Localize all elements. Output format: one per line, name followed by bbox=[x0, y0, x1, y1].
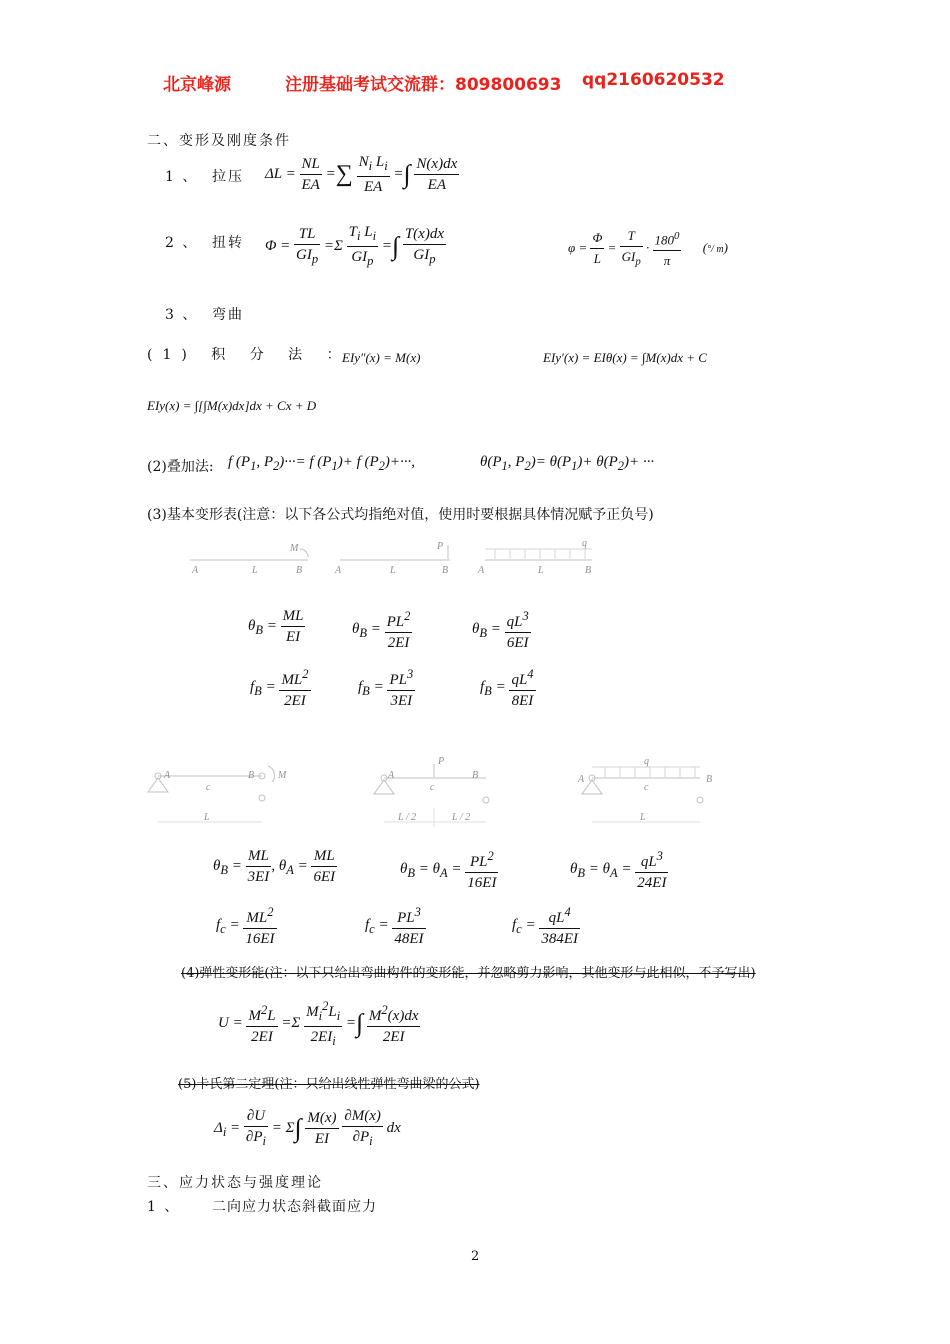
section-3-title: 三、应力状态与强度理论 bbox=[147, 1175, 323, 1191]
simple-beam-moment bbox=[148, 766, 287, 823]
cantilever-f-p: $f_B$ = $\frac{PL^3}{3EI}$ bbox=[358, 664, 415, 711]
cantilever-m-a: A bbox=[192, 565, 199, 576]
torsion-angle-formula: φ = $\frac{\Phi}{L}$ = $\frac{T}{GI_p}$ · $\frac{180^0}{\pi}$ (°/ m) bbox=[568, 228, 728, 269]
simple-f-p: $f_c$ = $\frac{PL^3}{48EI}$ bbox=[365, 902, 426, 949]
integral-eq-1: EIy″(x) = M(x) bbox=[342, 350, 421, 365]
simple-f-q: $f_c$ = $\frac{qL^4}{384EI}$ bbox=[512, 902, 580, 949]
simple-q-b: B bbox=[706, 774, 713, 785]
page-number: 2 bbox=[471, 1249, 480, 1264]
simple-p-l1: L / 2 bbox=[398, 812, 417, 823]
item-3-num: 3 、 bbox=[165, 307, 199, 323]
simple-beam-point bbox=[374, 756, 489, 826]
simple-m-l: L bbox=[204, 812, 210, 823]
cantilever-distributed bbox=[477, 538, 592, 576]
item-1-num: 1 、 bbox=[165, 169, 199, 185]
castigliano-formula: $\Delta_i$ = $\frac{\partial U}{\partial P_i}$ = Σ∫ $\frac{M(x)}{EI}$ $\frac{\partial M(x)}{\partial P_i}$ dx bbox=[214, 1108, 401, 1148]
basic-table-label: (3)基本变形表(注意：以下各公式均指绝对值，使用时要根据具体情况赋予正负号) bbox=[147, 507, 654, 523]
header-group: 注册基础考试交流群：809800693 bbox=[285, 75, 562, 95]
simple-q-a: A bbox=[578, 774, 585, 785]
strain-energy-formula: U = $\frac{M^2L}{2EI}$ =Σ $\frac{M_i^2L_i}{2EI_i}$ =∫ $\frac{M^2(x)dx}{2EI}$ bbox=[218, 996, 420, 1051]
castigliano-label: (5)卡氏第二定理(注：只给出线性弹性弯曲梁的公式) bbox=[178, 1077, 480, 1092]
superposition-eq-f: f ($P_1$, $P_2)\cdot\cdot\cdot= f$ $(P_1)+ f$ $(P_2)+\cdot\cdot\cdot$, bbox=[228, 454, 416, 473]
cantilever-f-q: $f_B$ = $\frac{qL^4}{8EI}$ bbox=[480, 664, 536, 711]
cantilever-diagrams bbox=[180, 535, 620, 580]
simple-p-l2: L / 2 bbox=[452, 812, 471, 823]
cantilever-p-b: B bbox=[442, 565, 449, 576]
cantilever-f-m: $f_B$ = $\frac{ML^2}{2EI}$ bbox=[250, 664, 311, 711]
cantilever-p-l: L bbox=[390, 565, 396, 576]
simple-m-b: B bbox=[248, 770, 255, 781]
cantilever-m-l: L bbox=[252, 565, 258, 576]
cantilever-p-a: A bbox=[335, 565, 342, 576]
torsion-formula: Φ = $\frac{TL}{GI_p}$ =Σ $\frac{T_i L_i}{GI_p}$ =∫ $\frac{T(x)dx}{GI_p}$ bbox=[265, 224, 444, 268]
cantilever-q-label: q bbox=[582, 538, 587, 549]
integral-method-label: (1) 积 分 法 ： bbox=[147, 347, 351, 363]
simple-beam-diagrams bbox=[140, 752, 730, 832]
simple-q-c: c bbox=[644, 782, 649, 793]
cantilever-moment bbox=[190, 543, 308, 576]
simple-theta-q: $\theta_B = \theta_A$ = $\frac{qL^3}{24EI}$ bbox=[570, 846, 668, 893]
cantilever-q-l: L bbox=[538, 565, 544, 576]
simple-m-c: c bbox=[206, 782, 211, 793]
simple-f-m: $f_c$ = $\frac{ML^2}{16EI}$ bbox=[216, 902, 277, 949]
simple-q-l: L bbox=[640, 812, 646, 823]
cantilever-m-label: M bbox=[290, 543, 299, 554]
simple-theta-m: $\theta_B$ = $\frac{ML}{3EI}$ , $\theta_A$ = $\frac{ML}{6EI}$ bbox=[213, 848, 336, 885]
simple-beam-distributed bbox=[577, 756, 712, 823]
header-org: 北京峰源 bbox=[163, 75, 231, 95]
integral-eq-2: EIy′(x) = EIθ(x) = ∫M(x)dx + C bbox=[543, 350, 707, 365]
superposition-eq-theta: $\theta(P_1$, $P_2)= \theta(P_1)+ \theta(P_2)+$ ··· bbox=[480, 454, 655, 473]
cantilever-theta-q: $\theta_B$ = $\frac{qL^3}{6EI}$ bbox=[472, 606, 531, 653]
simple-p-b: B bbox=[472, 770, 479, 781]
simple-theta-p: $\theta_B = \theta_A$ = $\frac{PL^2}{16EI}$ bbox=[400, 846, 498, 893]
simple-m-m: M bbox=[278, 770, 287, 781]
header-qq: qq2160620532 bbox=[582, 70, 725, 90]
simple-m-a: A bbox=[164, 770, 171, 781]
item-1-label: 拉压 bbox=[212, 169, 244, 185]
section-3-item-1-label: 二向应力状态斜截面应力 bbox=[212, 1199, 377, 1215]
simple-q-q: q bbox=[644, 756, 649, 767]
cantilever-theta-m: $\theta_B$ = $\frac{ML}{EI}$ bbox=[248, 608, 304, 645]
tension-formula: ΔL = $\frac{NL}{EA}$ =∑ $\frac{N_i L_i}{EA}$ =∫ $\frac{N(x)dx}{EA}$ bbox=[265, 154, 458, 195]
simple-p-c: c bbox=[430, 782, 435, 793]
cantilever-p-label: P bbox=[437, 541, 444, 552]
cantilever-point bbox=[334, 541, 450, 576]
integral-eq-3: EIy(x) = ∫[∫M(x)dx]dx + Cx + D bbox=[147, 398, 317, 413]
cantilever-theta-p: $\theta_B$ = $\frac{PL^2}{2EI}$ bbox=[352, 606, 412, 653]
item-2-label: 扭转 bbox=[212, 235, 244, 251]
cantilever-m-b: B bbox=[296, 565, 303, 576]
section-2-title: 二、变形及刚度条件 bbox=[147, 133, 291, 149]
cantilever-q-b: B bbox=[585, 565, 592, 576]
simple-p-a: A bbox=[388, 770, 395, 781]
strain-energy-label: (4)弹性变形能(注：以下只给出弯曲构件的变形能，并忽略剪力影响，其他变形与此相似，不予写出) bbox=[181, 966, 756, 981]
item-3-label: 弯曲 bbox=[212, 307, 244, 323]
cantilever-q-a: A bbox=[478, 565, 485, 576]
simple-p-p: P bbox=[438, 756, 445, 767]
section-3-item-1-num: 1 、 bbox=[147, 1199, 181, 1215]
superposition-label: (2)叠加法: bbox=[147, 459, 214, 475]
item-2-num: 2 、 bbox=[165, 235, 199, 251]
